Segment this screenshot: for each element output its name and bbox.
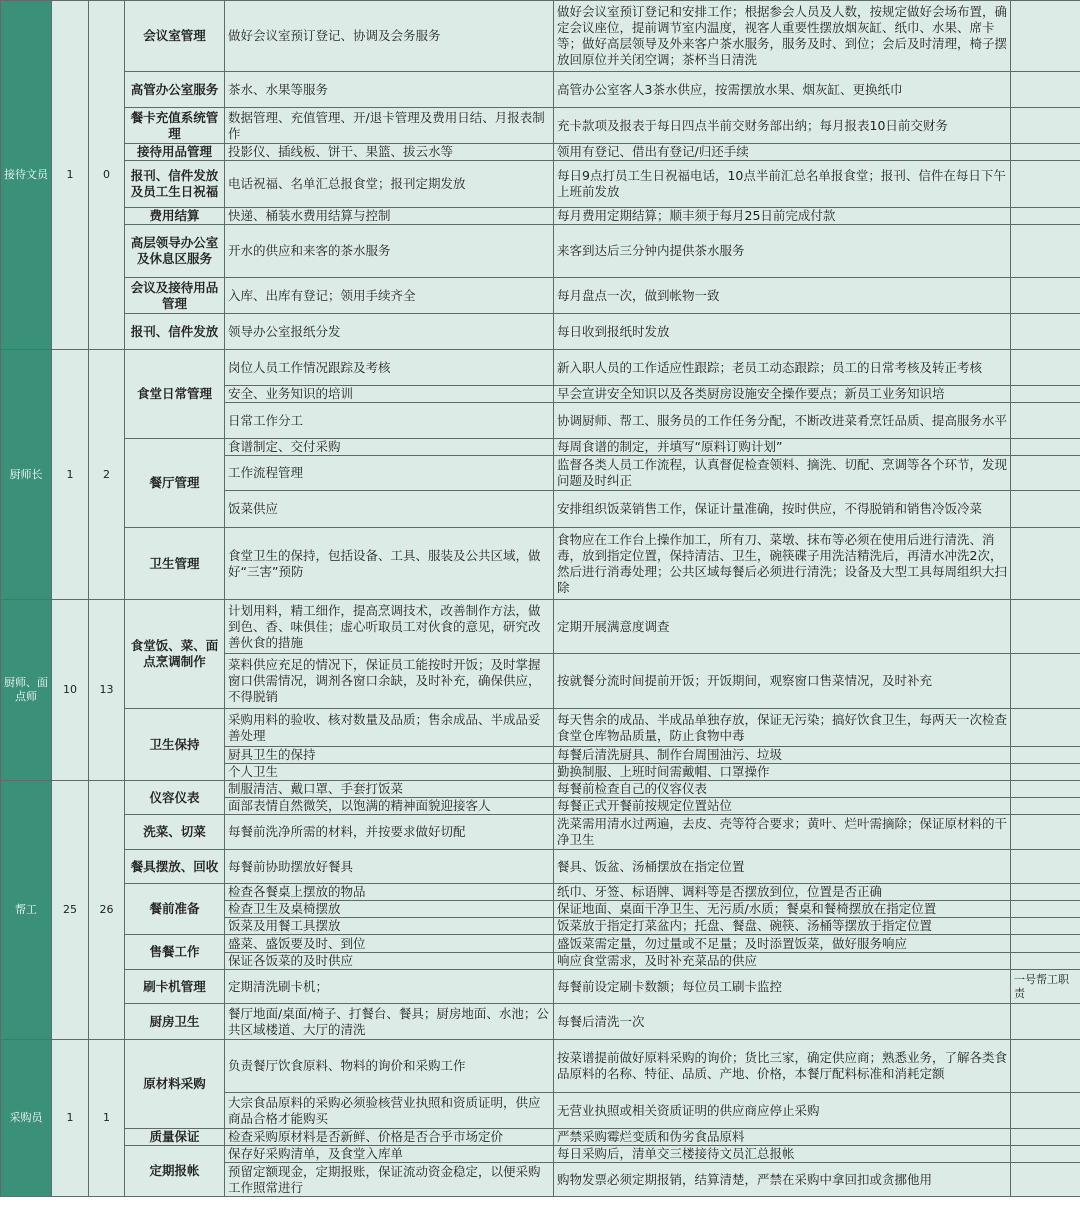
role-cell: 厨师长 [1,350,52,600]
standard-cell: 无营业执照或相关资质证明的供应商应停止采购 [554,1093,1011,1129]
table-row [1,1146,1080,1163]
table-row [1,1129,1080,1146]
table-row [1,439,1080,456]
item-name-cell: 高管办公室服务 [125,72,225,108]
item-name-cell: 卫生保持 [125,709,225,781]
task-cell: 计划用料，精工细作，提高烹调技术，改善制作方法，做到色、香、味俱佳；虚心听取员工对伙食的意见，研究改善伙食的措施 [225,600,554,654]
role-cell: 厨师、面点师 [1,600,52,781]
note-cell [1011,225,1080,278]
note-cell [1011,386,1080,403]
task-cell: 个人卫生 [225,764,554,781]
table-row [1,1040,1080,1093]
table-row [1,1,1080,72]
task-cell: 食谱制定、交付采购 [225,439,554,456]
table-row [1,884,1080,901]
standard-cell: 保证地面、桌面干净卫生、无污质/水质；餐桌和餐椅摆放在指定位置 [554,901,1011,918]
task-cell: 菜料供应充足的情况下，保证员工能按时开饭；及时掌握窗口供需情况，调剂各窗口余缺，及时补充，确保供应，不得脱销 [225,654,554,709]
standard-cell: 充卡款项及报表于每日四点半前交财务部出纳；每月报表10日前交财务 [554,108,1011,144]
task-cell: 负责餐厅饮食原料、物料的询价和采购工作 [225,1040,554,1093]
item-name-cell: 接待用品管理 [125,144,225,161]
note-cell [1011,314,1080,350]
item-name-cell: 餐厅管理 [125,439,225,528]
count-cell: 1 [89,1040,125,1197]
standard-cell: 安排组织饭菜销售工作，保证计量准确，按时供应，不得脱销和销售冷饭冷菜 [554,491,1011,528]
note-cell [1011,798,1080,815]
count-cell: 2 [89,350,125,600]
task-cell: 餐厅地面/桌面/椅子、打餐台、餐具；厨房地面、水池；公共区域楼道、大厅的清洗 [225,1004,554,1040]
standard-cell: 每月盘点一次，做到帐物一致 [554,278,1011,314]
note-cell [1011,1129,1080,1146]
note-cell [1011,953,1080,970]
table-row [1,314,1080,350]
note-cell [1011,456,1080,491]
task-cell: 采购用料的验收、核对数量及品质；售余成品、半成品妥善处理 [225,709,554,747]
item-name-cell: 报刊、信件发放 [125,314,225,350]
task-cell: 投影仪、插线板、饼干、果篮、拔云水等 [225,144,554,161]
note-cell [1011,491,1080,528]
standard-cell: 每餐前检查自己的仪容仪表 [554,781,1011,798]
standard-cell: 每餐后清洗一次 [554,1004,1011,1040]
item-name-cell: 餐卡充值系统管理 [125,108,225,144]
note-cell [1011,709,1080,747]
task-cell: 快递、桶装水费用结算与控制 [225,208,554,225]
standard-cell: 按就餐分流时间提前开饭；开饭期间，观察窗口售菜情况，及时补充 [554,654,1011,709]
item-name-cell: 仪容仪表 [125,781,225,815]
note-cell [1011,403,1080,439]
note-cell [1011,350,1080,386]
table-row [1,278,1080,314]
standard-cell: 食物应在工作台上操作加工，所有刀、菜墩、抹布等必须在使用后进行清洗、消毒，放到指定位置，保持清洁、卫生，碗筷碟子用洗洁精洗后，再清水冲洗2次，然后进行消毒处理；公共区域每餐后必须进行清洗；设备及大型工具每周组织大扫除 [554,528,1011,600]
note-cell [1011,1,1080,72]
task-cell: 保证各饭菜的及时供应 [225,953,554,970]
task-cell: 做好会议室预订登记、协调及会务服务 [225,1,554,72]
table-row [1,1004,1080,1040]
table-row [1,72,1080,108]
table-row [1,935,1080,953]
standard-cell: 餐具、饭盆、汤桶摆放在指定位置 [554,850,1011,884]
task-cell: 检查卫生及桌椅摆放 [225,901,554,918]
task-cell: 工作流程管理 [225,456,554,491]
note-cell [1011,1004,1080,1040]
task-cell: 数据管理、充值管理、开/退卡管理及费用日结、月报表制作 [225,108,554,144]
note-cell [1011,278,1080,314]
note-cell [1011,781,1080,798]
item-name-cell: 会议室管理 [125,1,225,72]
item-name-cell: 卫生管理 [125,528,225,600]
task-cell: 面部表情自然微笑，以饱满的精神面貌迎接客人 [225,798,554,815]
role-cell: 采购员 [1,1040,52,1197]
standard-cell: 每餐后清洗厨具、制作台周围油污、垃圾 [554,747,1011,764]
note-cell [1011,935,1080,953]
standard-cell: 早会宣讲安全知识以及各类厨房设施安全操作要点；新员工业务知识培 [554,386,1011,403]
standard-cell: 每日收到报纸时发放 [554,314,1011,350]
note-cell [1011,1093,1080,1129]
note-cell [1011,528,1080,600]
standard-cell: 每日9点打员工生日祝福电话，10点半前汇总名单报食堂；报刊、信件在每日下午上班前发放 [554,161,1011,208]
note-cell [1011,439,1080,456]
task-cell: 领导办公室报纸分发 [225,314,554,350]
task-cell: 开水的供应和来客的茶水服务 [225,225,554,278]
note-cell [1011,918,1080,935]
item-name-cell: 洗菜、切菜 [125,815,225,850]
standard-cell: 每餐前设定刷卡数额；每位员工刷卡监控 [554,970,1011,1004]
standard-cell: 购物发票必须定期报销，结算清楚，严禁在采购中拿回扣或贪挪他用 [554,1163,1011,1197]
standard-cell: 每日采购后，清单交三楼接待文员汇总报帐 [554,1146,1011,1163]
count-cell: 10 [52,600,89,781]
item-name-cell: 原材料采购 [125,1040,225,1129]
task-cell: 食堂卫生的保持，包括设备、工具、服装及公共区域，做好“三害”预防 [225,528,554,600]
task-cell: 预留定额现金，定期报账，保证流动资金稳定，以便采购工作照常进行 [225,1163,554,1197]
item-name-cell: 刷卡机管理 [125,970,225,1004]
task-cell: 大宗食品原料的采购必须验核营业执照和资质证明，供应商品合格才能购买 [225,1093,554,1129]
standard-cell: 来客到达后三分钟内提供茶水服务 [554,225,1011,278]
standard-cell: 监督各类人员工作流程，认真督促检查领料、摘洗、切配、烹调等各个环节，发现问题及时纠正 [554,456,1011,491]
task-cell: 厨具卫生的保持 [225,747,554,764]
item-name-cell: 定期报帐 [125,1146,225,1197]
note-cell: 一号帮工职责 [1011,970,1080,1004]
note-cell [1011,815,1080,850]
item-name-cell: 高层领导办公室及休息区服务 [125,225,225,278]
standard-cell: 勤换制服、上班时间需戴帽、口罩操作 [554,764,1011,781]
table-row [1,144,1080,161]
standard-cell: 高管办公室客人3茶水供应，按需摆放水果、烟灰缸、更换纸巾 [554,72,1011,108]
standard-cell: 饭菜放于指定打菜盆内；托盘、餐盘、碗筷、汤桶等摆放于指定位置 [554,918,1011,935]
task-cell: 盛菜、盛饭要及时、到位 [225,935,554,953]
note-cell [1011,901,1080,918]
item-name-cell: 费用结算 [125,208,225,225]
task-cell: 每餐前协助摆放好餐具 [225,850,554,884]
table-row [1,350,1080,386]
standard-cell: 响应食堂需求，及时补充菜品的供应 [554,953,1011,970]
note-cell [1011,108,1080,144]
standard-cell: 纸巾、牙签、标语牌、调料等是否摆放到位，位置是否正确 [554,884,1011,901]
standard-cell: 严禁采购霉烂变质和伪劣食品原料 [554,1129,1011,1146]
task-cell: 入库、出库有登记；领用手续齐全 [225,278,554,314]
count-cell: 1 [52,1040,89,1197]
task-cell: 每餐前洗净所需的材料，并按要求做好切配 [225,815,554,850]
note-cell [1011,654,1080,709]
table-row [1,225,1080,278]
item-name-cell: 厨房卫生 [125,1004,225,1040]
item-name-cell: 餐前准备 [125,884,225,935]
table-row [1,161,1080,208]
task-cell: 保存好采购清单，及食堂入库单 [225,1146,554,1163]
note-cell [1011,1040,1080,1093]
item-name-cell: 售餐工作 [125,935,225,970]
note-cell [1011,1163,1080,1197]
task-cell: 饭菜及用餐工具摆放 [225,918,554,935]
standard-cell: 盛饭菜需定量，勿过量或不足量；及时添置饭菜，做好服务响应 [554,935,1011,953]
task-cell: 定期清洗刷卡机； [225,970,554,1004]
count-cell: 25 [52,781,89,1040]
item-name-cell: 质量保证 [125,1129,225,1146]
task-cell: 检查各餐桌上摆放的物品 [225,884,554,901]
standard-cell: 协调厨师、帮工、服务员的工作任务分配，不断改进菜肴烹饪品质、提高服务水平 [554,403,1011,439]
task-cell: 电话祝福、名单汇总报食堂；报刊定期发放 [225,161,554,208]
standard-cell: 定期开展满意度调查 [554,600,1011,654]
standard-cell: 每周食谱的制定，并填写“原料订购计划” [554,439,1011,456]
note-cell [1011,600,1080,654]
table-row [1,208,1080,225]
item-name-cell: 餐具摆放、回收 [125,850,225,884]
task-cell: 岗位人员工作情况跟踪及考核 [225,350,554,386]
standard-cell: 每天售余的成品、半成品单独存放，保证无污染；搞好饮食卫生，每两天一次检查食堂仓库物品质量，防止食物中毒 [554,709,1011,747]
table-row [1,709,1080,747]
item-name-cell: 食堂日常管理 [125,350,225,439]
note-cell [1011,747,1080,764]
count-cell: 13 [89,600,125,781]
standard-cell: 每餐正式开餐前按规定位置站位 [554,798,1011,815]
note-cell [1011,161,1080,208]
table-row [1,108,1080,144]
standard-cell: 洗菜需用清水过两遍，去皮、壳等符合要求；黄叶、烂叶需摘除；保证原材料的干净卫生 [554,815,1011,850]
note-cell [1011,1146,1080,1163]
table-row [1,850,1080,884]
table-row [1,528,1080,600]
standard-cell: 做好会议室预订登记和安排工作；根据参会人员及人数，按规定做好会场布置，确定会议座位，提前调节室内温度，视客人重要性摆放烟灰缸、纸巾、水果、席卡等；做好高层领导及外来客户茶水服务，服务及时、到位；会后及时清理，椅子摆放回原位并关闭空调；茶杯当日清洗 [554,1,1011,72]
note-cell [1011,144,1080,161]
note-cell [1011,208,1080,225]
item-name-cell: 会议及接待用品管理 [125,278,225,314]
standard-cell: 每月费用定期结算；顺丰须于每月25日前完成付款 [554,208,1011,225]
task-cell: 检查采购原材料是否新鲜、价格是否合乎市场定价 [225,1129,554,1146]
standard-cell: 新入职人员的工作适应性跟踪；老员工动态跟踪；员工的日常考核及转正考核 [554,350,1011,386]
table-row [1,781,1080,798]
role-cell: 帮工 [1,781,52,1040]
count-cell: 0 [89,1,125,350]
item-name-cell: 报刊、信件发放及员工生日祝福 [125,161,225,208]
note-cell [1011,764,1080,781]
table-row [1,970,1080,1004]
table-row [1,815,1080,850]
note-cell [1011,884,1080,901]
standard-cell: 领用有登记、借出有登记/归还手续 [554,144,1011,161]
standard-cell: 按菜谱提前做好原料采购的询价；货比三家，确定供应商；熟悉业务，了解各类食品原料的名称、特征、品质、产地、价格，本餐厅配料标准和消耗定额 [554,1040,1011,1093]
note-cell [1011,72,1080,108]
task-cell: 安全、业务知识的培训 [225,386,554,403]
task-cell: 制服清洁、戴口罩、手套打饭菜 [225,781,554,798]
note-cell [1011,850,1080,884]
role-cell: 接待文员 [1,1,52,350]
count-cell: 1 [52,350,89,600]
task-cell: 日常工作分工 [225,403,554,439]
task-cell: 茶水、水果等服务 [225,72,554,108]
item-name-cell: 食堂饭、菜、面点烹调制作 [125,600,225,709]
task-cell: 饭菜供应 [225,491,554,528]
count-cell: 1 [52,1,89,350]
table-row [1,600,1080,654]
count-cell: 26 [89,781,125,1040]
